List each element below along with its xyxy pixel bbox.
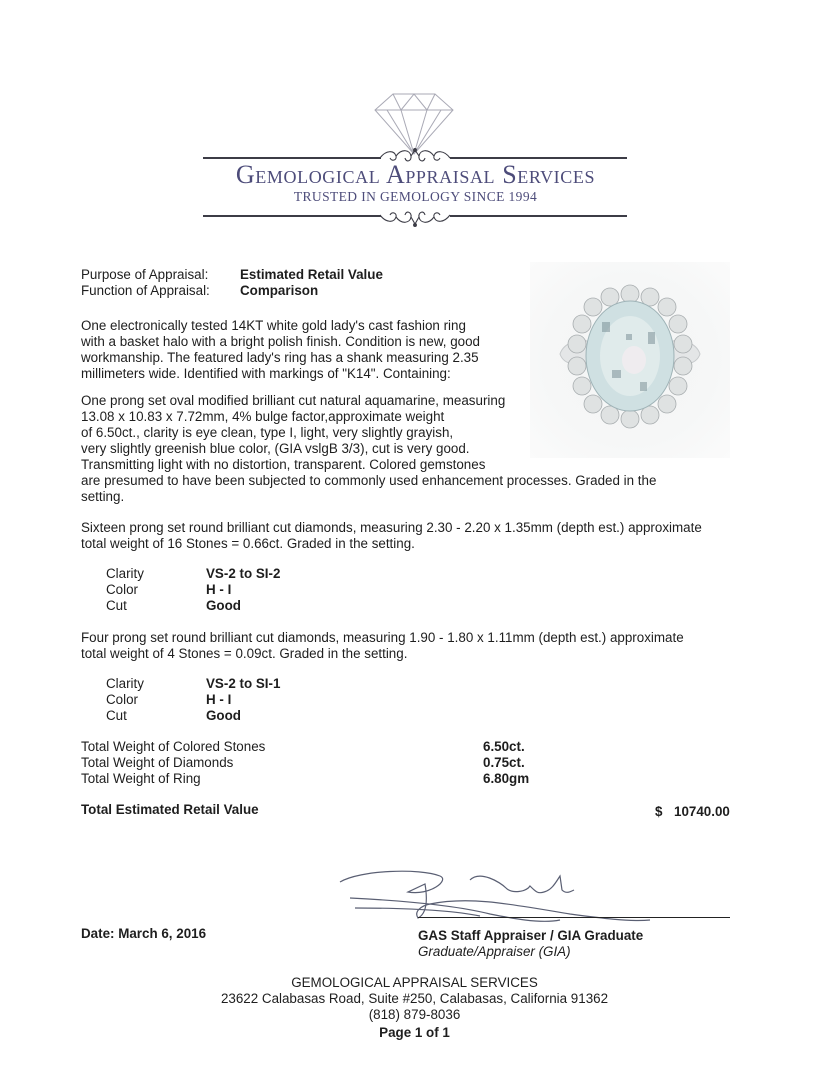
purpose-value: Estimated Retail Value [240,267,383,282]
diamonds-line: total weight of 4 Stones = 0.09ct. Graded in the setting. [81,646,408,661]
appraiser-credential: Graduate/Appraiser (GIA) [418,944,571,959]
total-value: 6.50ct. [483,739,525,754]
header-rule [203,157,381,159]
total-value: 6.80gm [483,771,530,786]
grade-value-color: H - I [206,582,232,597]
description-line: millimeters wide. Identified with markings of "K14". Containing: [81,366,451,381]
header-rule [450,157,627,159]
grade-value-clarity: VS-2 to SI-2 [206,566,281,581]
center-stone-line: very slightly greenish blue color, (GIA vslgB 3/3), cut is very good. [81,441,470,456]
retail-value-label: Total Estimated Retail Value [81,802,259,817]
page-number: Page 1 of 1 [379,1025,450,1040]
header-rule [450,215,627,217]
footer-company: GEMOLOGICAL APPRAISAL SERVICES [291,975,538,990]
signature-icon [330,862,660,932]
retail-value-amount: 10740.00 [674,804,730,819]
diamonds-line: Four prong set round brilliant cut diamonds, measuring 1.90 - 1.80 x 1.11mm (depth est.) approximate [81,630,684,645]
total-label: Total Weight of Colored Stones [81,739,266,754]
aquamarine-ring-image-icon [530,262,730,458]
grade-label-clarity: Clarity [106,676,144,691]
center-stone-line: 13.08 x 10.83 x 7.72mm, 4% bulge factor,approximate weight [81,409,445,424]
description-line: workmanship. The featured lady's ring has a shank measuring 2.35 [81,350,479,365]
grade-value-cut: Good [206,598,241,613]
ornament-scroll-icon [378,204,452,228]
footer-address: 23622 Calabasas Road, Suite #250, Calabasas, California 91362 [220,991,609,1006]
center-stone-line: One prong set oval modified brilliant cut natural aquamarine, measuring [81,393,506,408]
center-stone-line: Transmitting light with no distortion, transparent. Colored gemstones [81,457,486,472]
purpose-label: Purpose of Appraisal: [81,267,209,282]
currency-symbol: $ [655,804,663,819]
function-value: Comparison [240,283,319,298]
appraiser-title: GAS Staff Appraiser / GIA Graduate [418,928,644,943]
grade-value-color: H - I [206,692,232,707]
company-name: Gemological Appraisal Services [235,160,596,189]
diamonds-line: total weight of 16 Stones = 0.66ct. Graded in the setting. [81,536,415,551]
appraisal-date: Date: March 6, 2016 [81,926,207,941]
grade-label-color: Color [106,582,138,597]
grade-value-clarity: VS-2 to SI-1 [206,676,281,691]
total-value: 0.75ct. [483,755,525,770]
function-label: Function of Appraisal: [81,283,210,298]
center-stone-line: are presumed to have been subjected to commonly used enhancement processes. Graded in the [81,473,657,488]
total-label: Total Weight of Ring [81,771,201,786]
signature-line [418,917,730,918]
grade-label-cut: Cut [106,708,127,723]
footer-phone: (818) 879-8036 [368,1007,461,1022]
company-tagline: TRUSTED IN GEMOLOGY SINCE 1994 [293,189,538,204]
center-stone-line: setting. [81,489,125,504]
total-label: Total Weight of Diamonds [81,755,234,770]
diamonds-line: Sixteen prong set round brilliant cut diamonds, measuring 2.30 - 2.20 x 1.35mm (depth est.) approximate [81,520,702,535]
center-stone-line: of 6.50ct., clarity is eye clean, type I, light, very slightly grayish, [81,425,454,440]
grade-label-clarity: Clarity [106,566,144,581]
description-line: with a basket halo with a bright polish finish. Condition is new, good [81,334,480,349]
grade-value-cut: Good [206,708,241,723]
header-rule [203,215,381,217]
ring-photo [530,262,730,458]
grade-label-cut: Cut [106,598,127,613]
grade-label-color: Color [106,692,138,707]
description-line: One electronically tested 14KT white gold lady's cast fashion ring [81,318,466,333]
